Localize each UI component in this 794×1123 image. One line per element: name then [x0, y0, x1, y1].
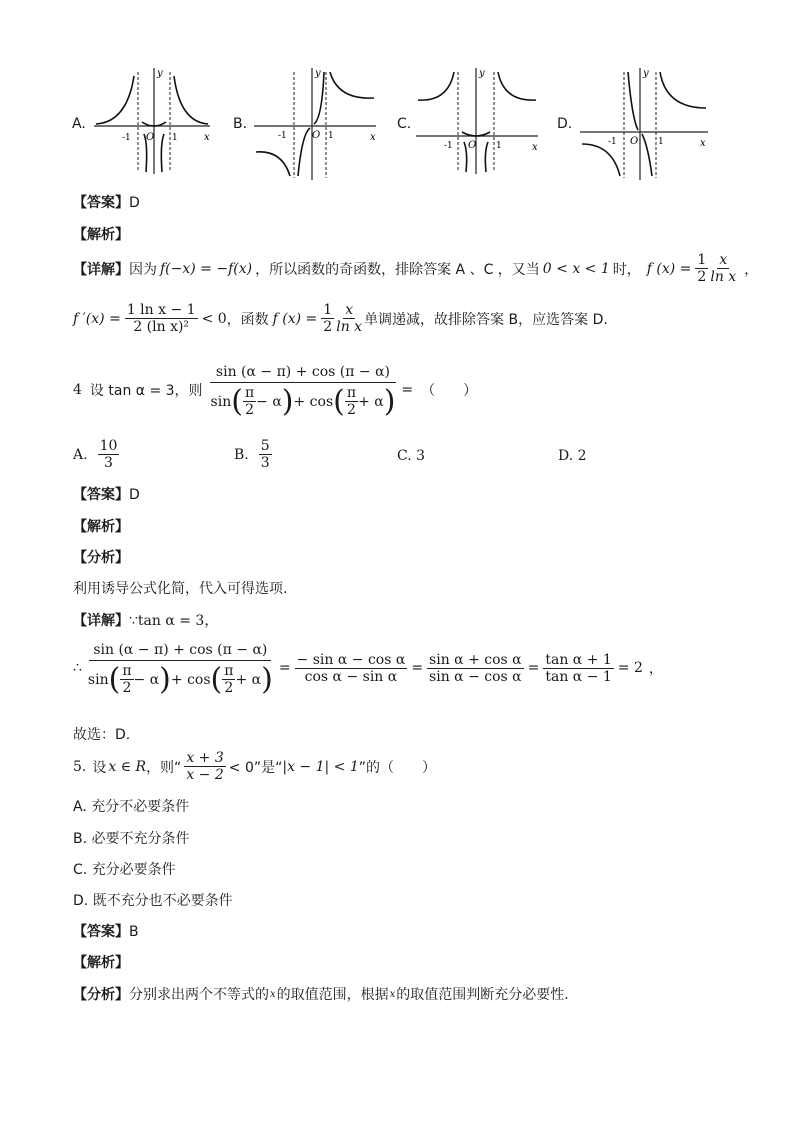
graph-b-tick-neg: -1 [278, 131, 287, 141]
graph-a-tick-neg: -1 [122, 133, 131, 143]
graph-d-tick-neg: -1 [608, 137, 617, 147]
q4-option-c: C. 3 [397, 448, 426, 464]
detail-text: ，所以函数的奇函数，排除答案 A 、C ，又当 [255, 261, 540, 278]
question-text: 设 tan α = 3，则 [89, 383, 203, 400]
detail-label: 【详解】 [73, 261, 129, 278]
punctuation: ， [744, 261, 759, 278]
fraction: $\frac{x}{\text{ln x}}$ [710, 252, 737, 286]
derivation-fraction: $\frac{\text{tan α + 1}}{\text{tan α − 1}}$ [545, 651, 612, 685]
q4-option-d: D. 2 [558, 448, 587, 464]
detail-text: ，函数 [226, 311, 269, 328]
graph-d-y-label: y [643, 68, 649, 79]
q4-analysis-label: 【解析】 [73, 519, 129, 535]
answer-label: 【答案】 [73, 195, 129, 211]
math-expression: f (x) = [272, 310, 318, 327]
math-expression: 0 < x < 1 [542, 260, 610, 277]
graph-d-tick-pos: 1 [658, 137, 664, 147]
q5-fenxi: 【分析】 分别求出两个不等式的 x 的取值范围，根据 x 的取值范围判断充分必要性. [73, 987, 569, 1003]
detail-text: 因为 [129, 261, 157, 278]
q5-option-c: C. 充分必要条件 [73, 862, 176, 878]
q4-answer: 【答案】D [73, 487, 140, 503]
detail-text: 时， [612, 261, 641, 278]
graph-d [578, 64, 710, 182]
graph-a-tick-pos: 1 [172, 133, 178, 143]
graph-b-origin: O [312, 130, 321, 141]
q4-conclusion: 故选：D. [73, 727, 131, 743]
q3-detail-line-2 [73, 302, 608, 335]
option-d-label: D. [557, 116, 573, 132]
derivation-fraction: $\frac{\text{− sin α − cos α}}{\text{cos α − sin α}}$ [296, 651, 406, 685]
question-number: 4 [73, 382, 82, 399]
graph-c [414, 64, 540, 176]
q3-answer [73, 192, 140, 212]
graph-b-y-label: y [315, 68, 321, 79]
math-expression: < 0 [201, 310, 227, 327]
q5-analysis-label: 【解析】 [73, 955, 129, 971]
q5-option-a: A. 充分不必要条件 [73, 799, 190, 815]
graph-a-x-label: x [204, 132, 210, 143]
graph-b [252, 64, 378, 182]
derivation-fraction: sin (α − π) + cos (π − α) sin ( $\frac{\pi}{2}$ − α ) + cos ( $\frac{\pi}{2}$ + α ) [87, 642, 273, 697]
graph-d-origin: O [630, 136, 639, 147]
answer-value: D [129, 195, 140, 211]
graph-a [92, 64, 212, 176]
detail-text: 单调递减，故排除答案 B，应选答案 D. [364, 311, 608, 328]
graph-c-y-label: y [479, 68, 485, 79]
option-c-label: C. [397, 116, 412, 132]
q5-option-d: D. 既不充分也不必要条件 [73, 893, 233, 909]
graph-b-x-label: x [370, 132, 376, 143]
q5-stem: 5. 设 x ∈ R ，则“ $\frac{x + 3}{x - 2}$ < 0”是“ |x − 1| < 1 ”的（ ） [73, 750, 437, 784]
q4-big-fraction: sin (α − π) + cos (π − α) sin ( $\frac{\pi}{2}$ − α ) + cos ( $\frac{\pi}{2}$ + α ) [210, 364, 396, 419]
math-expression: f(−x) = −f(x) [160, 260, 253, 277]
graph-c-origin: O [468, 140, 477, 151]
graph-c-tick-pos: 1 [496, 141, 502, 151]
graph-b-tick-pos: 1 [328, 131, 334, 141]
option-a-label: A. [72, 116, 86, 132]
question-number: 5. [73, 758, 87, 775]
answer-blank: （ ） [421, 383, 478, 400]
q3-analysis-label: 【解析】 [73, 227, 129, 243]
math-expression: f ′(x) = [73, 310, 121, 327]
option-b-label: B. [233, 116, 248, 132]
derivation-fraction: $\frac{\text{sin α + cos α}}{\text{sin α − cos α}}$ [429, 651, 522, 685]
q4-derivation: ∴ sin (α − π) + cos (π − α) sin ( $\frac{\pi}{2}$ − α ) + cos ( $\frac{\pi}{2}$ + α ) = $\frac{\text{− sin α − cos α}}{\text{cos α − sin α}}$ = $\frac{\text{sin α + cos α}}{\text{sin α − cos α}}$ = $\frac{\text{tan α + 1}}{\text{tan α − 1}}$ = 2 ， [73, 642, 663, 697]
graph-a-origin: O [146, 132, 155, 143]
fraction: $\frac{x}{\text{ln x}}$ [336, 302, 363, 336]
graph-c-x-label: x [532, 142, 538, 153]
math-expression: f (x) = [646, 260, 692, 277]
graph-d-x-label: x [700, 138, 706, 149]
q5-option-b: B. 必要不充分条件 [73, 831, 190, 847]
fraction: $\frac{\text{1 ln x − 1}}{\text{2 (ln x)²}}$ [126, 302, 196, 336]
graph-a-y-label: y [157, 68, 163, 79]
q4-fenxi-label: 【分析】 [73, 550, 129, 566]
q4-option-a: A. $\frac{10}{3}$ [73, 438, 118, 472]
fraction: $\frac{1}{2}$ [697, 252, 707, 286]
q4-stem [73, 362, 477, 418]
fraction: $\frac{1}{2}$ [323, 302, 333, 336]
therefore-symbol: ∴ [73, 660, 82, 677]
q4-fenxi-text: 利用诱导公式化简，代入可得选项. [73, 581, 288, 597]
q4-option-b: B. $\frac{5}{3}$ [234, 438, 270, 472]
q4-detail-line: 【详解】 ∵tan α = 3， [73, 613, 219, 629]
q5-answer: 【答案】B [73, 924, 139, 940]
q3-detail-line-1 [73, 252, 758, 285]
equals: = [401, 382, 414, 399]
graph-c-tick-neg: -1 [444, 141, 453, 151]
